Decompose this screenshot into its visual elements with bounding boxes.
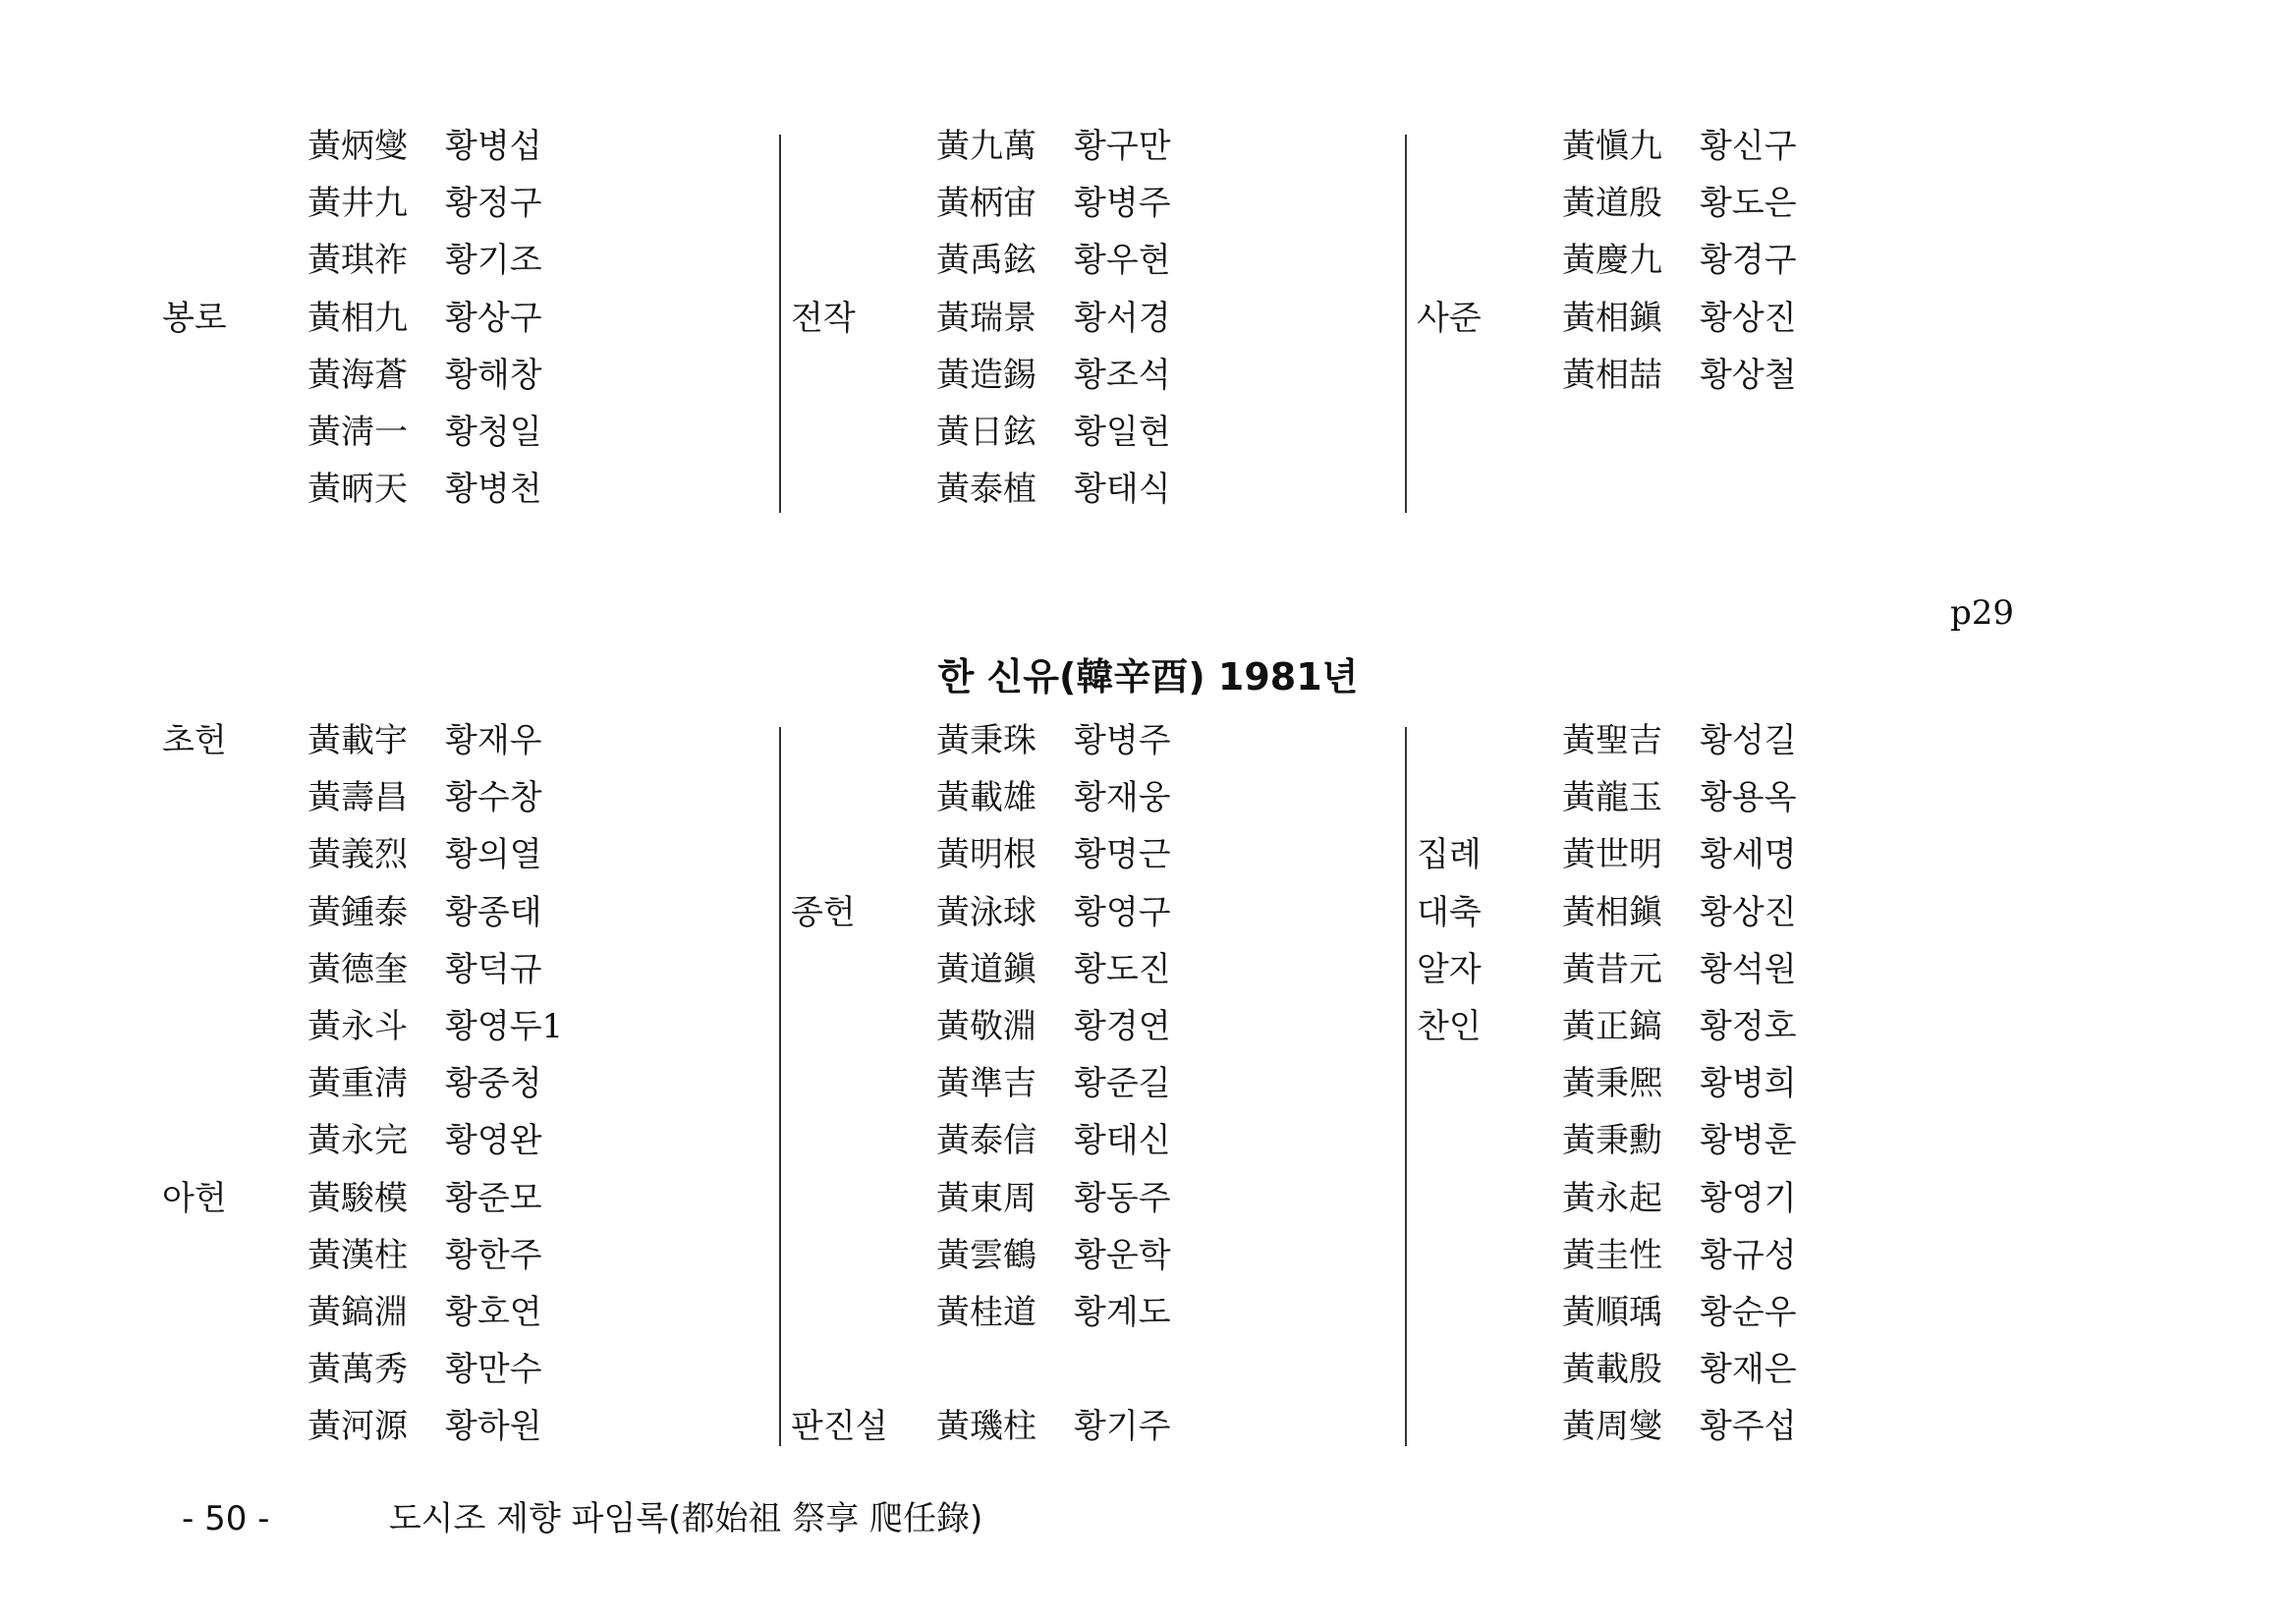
- roster-entry: [1417, 998, 2045, 1055]
- name-hangul: 황태식: [1074, 470, 1171, 510]
- name-hangul: 황서경: [1074, 298, 1171, 338]
- role-label: 찬인: [1417, 1006, 1482, 1046]
- roster-entry: [162, 1227, 791, 1284]
- name-hangul: 황영완: [445, 1121, 542, 1161]
- name-hanja: 黃鍾泰: [308, 892, 408, 932]
- name-hanja: 黃瑞景: [936, 298, 1036, 338]
- roster-entry: [791, 769, 1420, 826]
- name-hangul: 황석원: [1700, 949, 1797, 989]
- roster-entry: [162, 826, 791, 883]
- roster-entry: [162, 461, 791, 518]
- name-hanja: 黃東周: [936, 1178, 1036, 1218]
- roster-entry: [162, 1170, 791, 1227]
- name-hanja: 黃愼九: [1562, 127, 1662, 166]
- name-hanja: 黃道殷: [1562, 184, 1662, 224]
- name-hanja: 黃淸一: [308, 412, 408, 452]
- roster-entry: [162, 290, 791, 347]
- name-hanja: 黃造錫: [936, 355, 1036, 395]
- roster-entry: [162, 712, 791, 769]
- roster-entry: [791, 118, 1420, 175]
- roster-entry: [162, 118, 791, 175]
- name-hangul: 황도진: [1074, 949, 1171, 989]
- roster-entry: [1417, 1398, 2045, 1455]
- name-hangul: 황덕규: [445, 949, 542, 989]
- column-divider: [779, 727, 781, 1446]
- name-hangul: 황종태: [445, 892, 542, 932]
- page-footer: [182, 1491, 982, 1539]
- roster-entry: [791, 1170, 1420, 1227]
- name-hanja: 黃桂道: [936, 1292, 1036, 1332]
- name-hangul: 황만수: [445, 1350, 542, 1390]
- name-hangul: 황일현: [1074, 412, 1171, 452]
- roster-entry: [1417, 1341, 2045, 1398]
- bottom-roster: [0, 712, 2296, 1459]
- name-hanja: 黃禹鉉: [936, 241, 1036, 281]
- roster-entry: [791, 1055, 1420, 1112]
- name-hangul: 황병천: [445, 470, 542, 510]
- name-hangul: 황상구: [445, 298, 542, 338]
- name-hangul: 황재은: [1700, 1350, 1797, 1390]
- name-hanja: 黃載宇: [308, 721, 408, 760]
- roster-entry: [162, 941, 791, 998]
- name-hangul: 황수창: [445, 778, 542, 818]
- name-hanja: 黃道鎭: [936, 949, 1036, 989]
- roster-entry: [791, 290, 1420, 347]
- name-hanja: 黃載殷: [1562, 1350, 1662, 1390]
- roster-entry: [791, 826, 1420, 883]
- top-column-1: [162, 118, 791, 518]
- name-hangul: 황영기: [1700, 1178, 1797, 1218]
- name-hangul: 황한주: [445, 1235, 542, 1275]
- name-hanja: 黃泳球: [936, 892, 1036, 932]
- name-hanja: 黃相鎭: [1562, 298, 1662, 338]
- roster-entry: [162, 998, 791, 1055]
- name-hangul: 황동주: [1074, 1178, 1171, 1218]
- name-hangul: 황호연: [445, 1292, 542, 1332]
- name-hangul: 황해창: [445, 355, 542, 395]
- bottom-column-2: [791, 712, 1420, 1455]
- name-hangul: 황정구: [445, 184, 542, 224]
- name-hangul: 황성길: [1700, 721, 1797, 760]
- roster-entry: [162, 347, 791, 404]
- roster-entry: [162, 175, 791, 232]
- roster-entry: [1417, 1284, 2045, 1341]
- name-hangul: 황병훈: [1700, 1121, 1797, 1161]
- name-hangul: 황우현: [1074, 241, 1171, 281]
- top-column-2: [791, 118, 1420, 518]
- name-hanja: 黃永起: [1562, 1178, 1662, 1218]
- roster-entry: [1417, 118, 2045, 175]
- name-hangul: 황영구: [1074, 892, 1171, 932]
- roster-entry: [1417, 347, 2045, 404]
- name-hangul: 황병희: [1700, 1064, 1797, 1104]
- name-hanja: 黃萬秀: [308, 1350, 408, 1390]
- roster-entry: [162, 232, 791, 289]
- name-hangul: 황준모: [445, 1178, 542, 1218]
- name-hangul: 황태신: [1074, 1121, 1171, 1161]
- name-hanja: 黃載雄: [936, 778, 1036, 818]
- roster-entry: [1417, 175, 2045, 232]
- name-hangul: 황준길: [1074, 1064, 1171, 1104]
- name-hangul: 황신구: [1700, 127, 1797, 166]
- name-hangul: 황명근: [1074, 835, 1171, 875]
- roster-entry: [162, 884, 791, 941]
- roster-entry: [791, 1112, 1420, 1169]
- name-hanja: 黃駿模: [308, 1178, 408, 1218]
- name-hangul: 황계도: [1074, 1292, 1171, 1332]
- name-hangul: 황조석: [1074, 355, 1171, 395]
- name-hanja: 黃敬淵: [936, 1006, 1036, 1046]
- name-hanja: 黃順瑀: [1562, 1292, 1662, 1332]
- role-label: 봉로: [162, 298, 227, 338]
- name-hanja: 黃炳燮: [308, 127, 408, 166]
- roster-entry: [1417, 1170, 2045, 1227]
- roster-entry: [791, 712, 1420, 769]
- name-hangul: 황병주: [1074, 721, 1171, 760]
- roster-entry: [1417, 290, 2045, 347]
- name-hangul: 황영두1: [445, 1006, 564, 1046]
- name-hanja: 黃永完: [308, 1121, 408, 1161]
- role-label: 알자: [1417, 949, 1482, 989]
- name-hangul: 황기주: [1074, 1407, 1171, 1447]
- roster-entry: [1417, 1112, 2045, 1169]
- roster-entry: [162, 1341, 791, 1398]
- name-hangul: 황용옥: [1700, 778, 1797, 818]
- roster-entry: [791, 998, 1420, 1055]
- name-hangul: 황의열: [445, 835, 542, 875]
- name-hangul: 황하원: [445, 1407, 542, 1447]
- name-hanja: 黃井九: [308, 184, 408, 224]
- roster-entry: [791, 232, 1420, 289]
- name-hangul: 황상진: [1700, 892, 1797, 932]
- name-hanja: 黃雲鶴: [936, 1235, 1036, 1275]
- name-hanja: 黃秉珠: [936, 721, 1036, 760]
- name-hangul: 황청일: [445, 412, 542, 452]
- name-hanja: 黃柄宙: [936, 184, 1036, 224]
- name-hanja: 黃海蒼: [308, 355, 408, 395]
- page-number: - 50 -: [182, 1499, 270, 1538]
- name-hangul: 황순우: [1700, 1292, 1797, 1332]
- role-label: 초헌: [162, 721, 227, 760]
- roster-entry: [791, 1284, 1420, 1341]
- name-hangul: 황중청: [445, 1064, 542, 1104]
- name-hanja: 黃相九: [308, 298, 408, 338]
- name-hanja: 黃壽昌: [308, 778, 408, 818]
- name-hangul: 황병섭: [445, 127, 542, 166]
- name-hangul: 황운학: [1074, 1235, 1171, 1275]
- name-hanja: 黃永斗: [308, 1006, 408, 1046]
- page-reference: p29: [1950, 593, 2015, 633]
- role-label: 종헌: [791, 892, 856, 932]
- roster-entry: [1417, 941, 2045, 998]
- roster-entry: [791, 404, 1420, 461]
- column-divider: [779, 135, 781, 513]
- name-hanja: 黃昔元: [1562, 949, 1662, 989]
- name-hanja: 黃重淸: [308, 1064, 408, 1104]
- roster-entry: [791, 941, 1420, 998]
- roster-entry: [1417, 232, 2045, 289]
- name-hangul: 황구만: [1074, 127, 1171, 166]
- name-hanja: 黃九萬: [936, 127, 1036, 166]
- name-hanja: 黃周燮: [1562, 1407, 1662, 1447]
- role-label: 판진설: [791, 1407, 888, 1447]
- name-hanja: 黃河源: [308, 1407, 408, 1447]
- role-label: 전작: [791, 298, 856, 338]
- roster-entry: [162, 769, 791, 826]
- name-hanja: 黃準吉: [936, 1064, 1036, 1104]
- roster-entry: [1417, 769, 2045, 826]
- name-hangul: 황상철: [1700, 355, 1797, 395]
- role-label: 아헌: [162, 1178, 227, 1218]
- name-hanja: 黃龍玉: [1562, 778, 1662, 818]
- role-label: 집례: [1417, 835, 1482, 875]
- name-hangul: 황정호: [1700, 1006, 1797, 1046]
- role-label: 사준: [1417, 298, 1482, 338]
- name-hanja: 黃義烈: [308, 835, 408, 875]
- name-hanja: 黃日鉉: [936, 412, 1036, 452]
- name-hangul: 황도은: [1700, 184, 1797, 224]
- name-hanja: 黃泰植: [936, 470, 1036, 510]
- roster-entry: [1417, 884, 2045, 941]
- name-hangul: 황경구: [1700, 241, 1797, 281]
- roster-entry: [1417, 1055, 2045, 1112]
- name-hanja: 黃圭性: [1562, 1235, 1662, 1275]
- roster-entry: [791, 347, 1420, 404]
- bottom-column-3: [1417, 712, 2045, 1455]
- name-hangul: 황재웅: [1074, 778, 1171, 818]
- name-hanja: 黃相喆: [1562, 355, 1662, 395]
- name-hangul: 황주섭: [1700, 1407, 1797, 1447]
- roster-entry: [162, 1055, 791, 1112]
- name-hanja: 黃明根: [936, 835, 1036, 875]
- roster-entry: [791, 884, 1420, 941]
- name-hangul: 황세명: [1700, 835, 1797, 875]
- name-hanja: 黃相鎭: [1562, 892, 1662, 932]
- name-hangul: 황기조: [445, 241, 542, 281]
- roster-entry: [791, 175, 1420, 232]
- name-hanja: 黃漢柱: [308, 1235, 408, 1275]
- book-title: 도시조 제향 파임록(都始祖 祭享 爬任錄): [388, 1499, 983, 1538]
- roster-entry: [791, 1227, 1420, 1284]
- roster-entry: [162, 1112, 791, 1169]
- section-title: 한 신유(韓辛酉) 1981년: [937, 655, 1359, 699]
- roster-entry: [1417, 1227, 2045, 1284]
- name-hanja: 黃鎬淵: [308, 1292, 408, 1332]
- column-divider: [1405, 727, 1407, 1446]
- name-hanja: 黃聖吉: [1562, 721, 1662, 760]
- top-roster: [0, 118, 2296, 521]
- roster-entry: [791, 1398, 1420, 1455]
- name-hanja: 黃秉勳: [1562, 1121, 1662, 1161]
- name-hanja: 黃秉熈: [1562, 1064, 1662, 1104]
- name-hangul: 황병주: [1074, 184, 1171, 224]
- roster-entry: [791, 461, 1420, 518]
- roster-entry: [162, 1398, 791, 1455]
- name-hanja: 黃泰信: [936, 1121, 1036, 1161]
- roster-entry: [1417, 712, 2045, 769]
- top-column-3: [1417, 118, 2045, 404]
- name-hanja: 黃世明: [1562, 835, 1662, 875]
- name-hangul: 황규성: [1700, 1235, 1797, 1275]
- column-divider: [1405, 135, 1407, 513]
- name-hanja: 黃正鎬: [1562, 1006, 1662, 1046]
- role-label: 대축: [1417, 892, 1482, 932]
- roster-entry: [1417, 826, 2045, 883]
- name-hangul: 황상진: [1700, 298, 1797, 338]
- name-hanja: 黃德奎: [308, 949, 408, 989]
- bottom-column-1: [162, 712, 791, 1455]
- name-hanja: 黃琪祚: [308, 241, 408, 281]
- name-hangul: 황재우: [445, 721, 542, 760]
- name-hangul: 황경연: [1074, 1006, 1171, 1046]
- roster-entry: [162, 404, 791, 461]
- roster-entry: [791, 1341, 1420, 1398]
- name-hanja: 黃昞天: [308, 470, 408, 510]
- roster-entry: [162, 1284, 791, 1341]
- name-hanja: 黃慶九: [1562, 241, 1662, 281]
- name-hanja: 黃璣柱: [936, 1407, 1036, 1447]
